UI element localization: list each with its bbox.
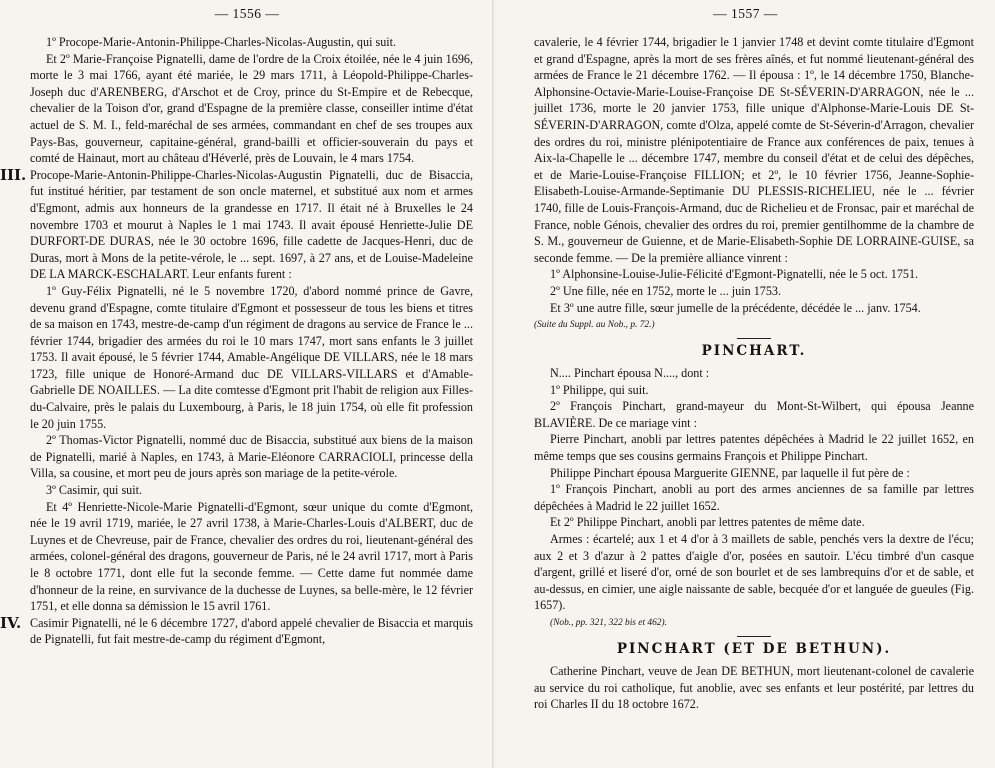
- paragraph: 1º Philippe, qui suit.: [550, 382, 649, 397]
- paragraph: 1º Guy-Félix Pignatelli, né le 5 novembre 1720, d'abord nommé prince de Gavre, devenu grand d'Espagne, comte titulaire d'Egmont et possesseur de tous les biens et titres de sa maison en 1743, mestre-de-camp d'un régiment de dragons au service de France le ... février 1744, brigadier des armées du roi le 10 mars 1747, mort sans enfants le 3 juillet 1753. Il avait épousé, le 5 février 1744, Amable-Angélique DE VILLARS, née le 18 mars 1723, fille unique de Honoré-Armand duc DE VILLARS-VILLARS et d'Amable-Gabrielle DE NOAILLES. — La dite comtesse d'Egmont prit l'habit de religion aux Filles-du-Calvaire, près le palais du Luxembourg, à Paris, le 18 juin 1754, où elle fit profession le 20 juin 1755.: [30, 283, 473, 431]
- arms-description: Armes : écartelé; aux 1 et 4 d'or à 3 maillets de sable, penchés vers la dextre de l'écu; aux 2 et 3 d'azur à 2 pattes d'aigle d'or, posées en sautoir. L'écu timbré d'un casque d'argent, grillé et liseré d'or, orné de son bourlet et de ses lambrequins d'or et de sable, et au-dessus, en cimier, une aigle naissante de sable, becquée d'or et languée de gueules (Fig. 1657).: [534, 532, 974, 613]
- paragraph: Catherine Pinchart, veuve de Jean DE BETHUN, mort lieutenant-colonel de cavalerie au service du roi catholique, fut anoblie, avec ses enfants et leur postérité, par lettres du roi Charles II du 18 octobre 1672.: [534, 664, 974, 712]
- generation-IV: [0, 615, 473, 648]
- paragraph: 3º Casimir, qui suit.: [46, 483, 143, 498]
- right-column: [534, 34, 974, 713]
- paragraph: Et 2º Philippe Pinchart, anobli par lettres patentes de même date.: [550, 515, 865, 530]
- source-citation: (Suite du Suppl. au Nob., p. 72.): [534, 320, 655, 331]
- source-citation: (Nob., pp. 321, 322 bis et 462).: [550, 618, 667, 628]
- page-number-left: — 1556 —: [214, 6, 280, 21]
- paragraph: Et 3º une autre fille, sœur jumelle de la précédente, décédée le ... janv. 1754.: [550, 300, 921, 315]
- left-column: [0, 34, 473, 648]
- section-title: PINCHART.: [701, 343, 807, 360]
- paragraph: N.... Pinchart épousa N...., dont :: [550, 366, 710, 381]
- paragraph: Pierre Pinchart, anobli par lettres patentes dépêchées à Madrid le 22 juillet 1652, en même temps que ses cousins germains François et Philippe Pinchart.: [534, 432, 974, 464]
- paragraph: 2º Une fille, née en 1752, morte le ... juin 1753.: [550, 283, 782, 298]
- paragraph: 1º Alphonsine-Louise-Julie-Félicité d'Egmont-Pignatelli, née le 5 oct. 1751.: [550, 267, 919, 282]
- section-title: PINCHART (ET DE BETHUN).: [616, 641, 892, 657]
- paragraph: Et 2º Marie-Françoise Pignatelli, dame de l'ordre de la Croix étoilée, née le 4 juin 1696, morte le 3 mai 1766, ayant été mariée, le 29 mars 1711, à Léopold-Philippe-Charles-Joseph duc d'ARENBERG, d'Arschot et de Croy, prince du St-Empire et de Rebecque, chevalier de la Toison d'or, grand d'Espagne de la première classe, conseiller intime d'état actuel de S. M. I., feld-maréchal de ses armées, commandant en chef de ses troupes aux Pays-Bas, gouverneur, capitaine-général, grand-bailli et officier-souverain du pays et comté de Hainaut, mort au château d'Héverlé, près de Louvain, le 4 mars 1754.: [30, 51, 473, 166]
- paragraph: 2º François Pinchart, grand-mayeur du Mont-St-Wilbert, qui épousa Jeanne BLAVIÈRE. De ce mariage vint :: [534, 399, 974, 430]
- section-divider: [737, 636, 771, 637]
- paragraph: Et 4º Henriette-Nicole-Marie Pignatelli-d'Egmont, sœur unique du comte d'Egmont, née le 19 avril 1719, mariée, le 27 avril 1738, à Marie-Charles-Louis d'ALBERT, duc de Luynes et de Chevreuse, pair de France, chevalier des ordres du roi, lieutenant-général des armées, colonel-général des dragons, gouverneur de Paris, né le 24 avril 1717, mort à Paris le 8 octobre 1771, dont elle fut la seconde femme. — Cette dame fut nommée dame d'honneur de la reine, en survivance de la duchesse de Luynes, sa belle-mère, le 12 février 1751, et elle donna sa démission le 15 avril 1761.: [30, 499, 473, 614]
- paragraph: cavalerie, le 4 février 1744, brigadier le 1 janvier 1748 et devint comte titulaire d'Egmont et grand d'Espagne, après la mort de ses frères aînés, et fut nommé lieutenant-général des armées de France le 21 décembre 1762. — Il épousa : 1º, le 14 décembre 1750, Blanche-Alphonsine-Octavie-Marie-Louise-Françoise DE St-SÉVERIN-D'ARRAGON, née le ... juillet 1736, morte le 20 janvier 1753, fille unique d'Alphonse-Marie-Louis DE St-SÉVERIN-D'ARRAGON, comte d'Olza, appelé comte de St-Séverin-d'Arragon, chevalier des ordres du roi, ministre plénipotentiaire de France aux conférences de paix, tenues à Aix-la-Chapelle le ... décembre 1747, membre du conseil d'état et de celui des dépêches, et de Marie-Louise-Françoise FILLION; et 2º, le 10 février 1756, Jeanne-Sophie-Elisabeth-Louise-Armande-Septimanie DU PLESSIS-RICHELIEU, née le ... février 1740, fille de Louis-François-Armand, duc de Richelieu et de Fronsac, pair et maréchal de France, noble Génois, chevalier des ordres du roi, premier gentilhomme de la chambre de S. M., gouverneur de Guienne, et de Marie-Elisabeth-Sophie DE LORRAINE-GUISE, sa seconde femme. — De la première alliance vinrent :: [534, 35, 974, 265]
- section-divider: [737, 338, 771, 339]
- generation-numeral: IV.: [0, 613, 22, 632]
- left-page: [0, 0, 494, 768]
- generation-III: [0, 167, 473, 283]
- paragraph: Philippe Pinchart épousa Marguerite GIENNE, par laquelle il fut père de :: [550, 465, 910, 480]
- paragraph: Casimir Pignatelli, né le 6 décembre 1727, d'abord appelé chevalier de Bisaccia et marquis de Pignatelli, fut fait mestre-de-camp du régiment d'Egmont,: [30, 615, 473, 647]
- paragraph: 2º Thomas-Victor Pignatelli, nommé duc de Bisaccia, substitué aux biens de la maison de Pignatelli, marié à Naples, en 1743, à Marie-Eléonore CARRACIOLI, princesse della Villa, sa cousine, et mort peu de jours après son mariage de la petite-vérole.: [30, 433, 473, 481]
- page-number-right: — 1557 —: [713, 6, 778, 21]
- paragraph: 1º François Pinchart, anobli au port des armes anciennes de sa famille par lettres dépêchées à Madrid le 22 juillet 1652.: [534, 482, 974, 513]
- paragraph: 1º Procope-Marie-Antonin-Philippe-Charles-Nicolas-Augustin, qui suit.: [46, 35, 397, 49]
- generation-numeral: III.: [0, 165, 27, 184]
- paragraph: Procope-Marie-Antonin-Philippe-Charles-Nicolas-Augustin Pignatelli, duc de Bisaccia, fut institué héritier, par testament de son oncle maternel, et substitué aux nom et armes d'Egmont, admis aux honneurs de la grandesse en 1717. Il était né à Bruxelles le 24 novembre 1703 et mourut à Naples le 1 mai 1743. Il avait épousé Henriette-Julie DE DURFORT-DE DURAS, née le 30 octobre 1696, fille cadette de Jacques-Henri, duc de Duras, mort à Mons de la petite-vérole, le ... sept. 1697, à 27 ans, et de Louise-Madeleine DE LA MARCK-ESCHALART. Leur enfants furent :: [30, 167, 473, 282]
- right-page: [496, 0, 995, 768]
